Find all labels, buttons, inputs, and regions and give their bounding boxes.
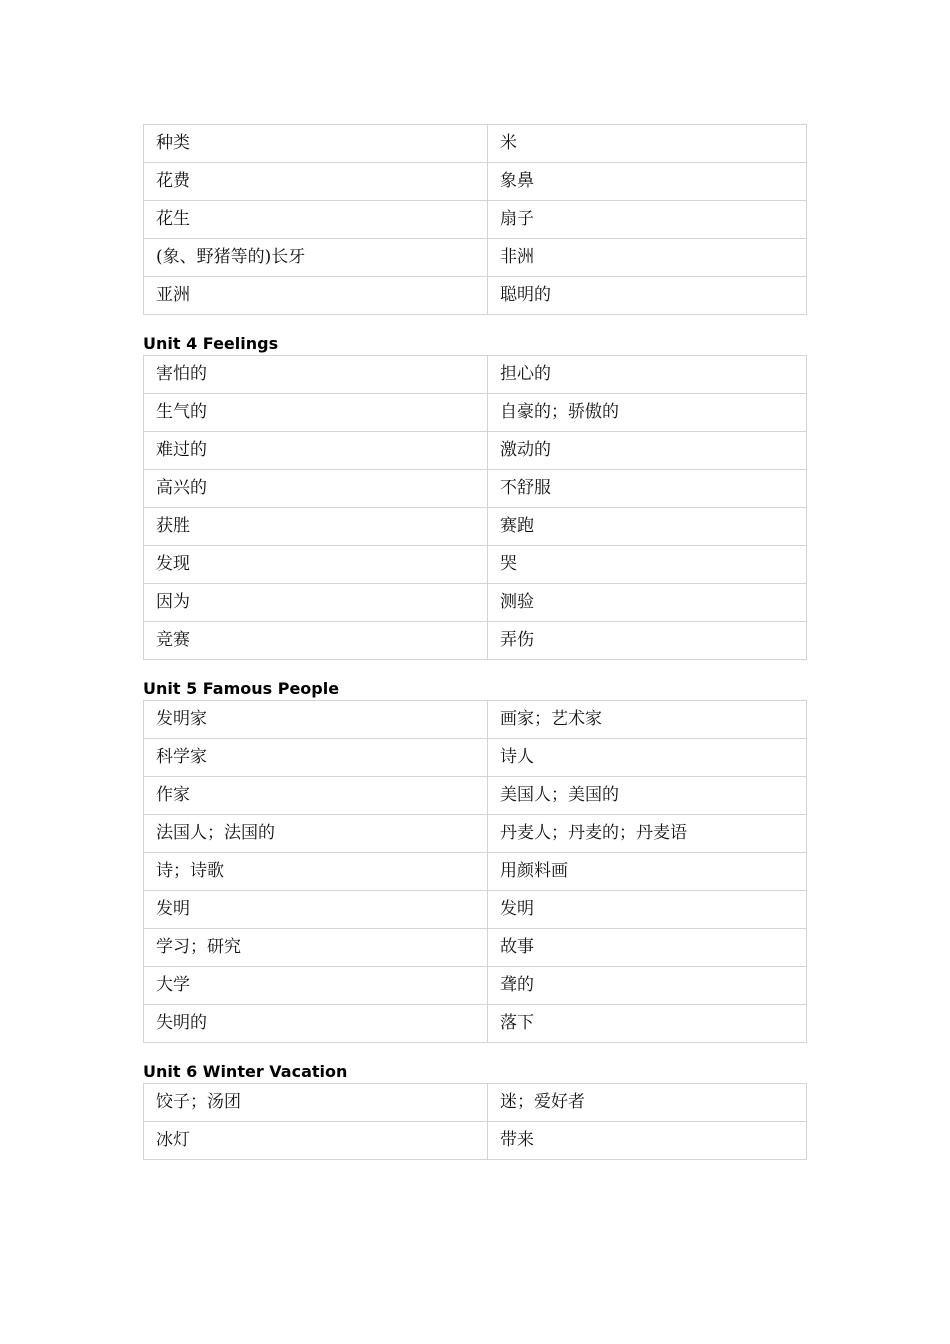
- table-row: [144, 201, 807, 239]
- table-row: [144, 1005, 807, 1043]
- vocab-cell-left: 生气的: [144, 394, 488, 432]
- table-row: [144, 508, 807, 546]
- unit-heading: Unit 5 Famous People: [143, 679, 340, 698]
- table-row: [144, 470, 807, 508]
- vocab-cell-right: 扇子: [488, 201, 807, 239]
- table-row: [144, 125, 807, 163]
- vocab-cell-left: 获胜: [144, 508, 488, 546]
- vocab-cell-right: 丹麦人；丹麦的；丹麦语: [488, 815, 807, 853]
- vocab-cell-right: 落下: [488, 1005, 807, 1043]
- vocab-cell-right: 弄伤: [488, 622, 807, 660]
- vocab-cell-right: 诗人: [488, 739, 807, 777]
- table-row: [144, 967, 807, 1005]
- vocab-cell-left: (象、野猪等的)长牙: [144, 239, 488, 277]
- vocabulary-table: [143, 1083, 807, 1160]
- vocab-cell-right: 聪明的: [488, 277, 807, 315]
- table-row: [144, 929, 807, 967]
- vocab-cell-left: 作家: [144, 777, 488, 815]
- table-row: [144, 853, 807, 891]
- vocab-cell-right: 画家；艺术家: [488, 701, 807, 739]
- table-row: [144, 356, 807, 394]
- vocab-cell-left: 种类: [144, 125, 488, 163]
- vocab-cell-left: 亚洲: [144, 277, 488, 315]
- section-spacer: [143, 315, 807, 333]
- vocabulary-table: [143, 700, 807, 1043]
- vocab-cell-left: 难过的: [144, 432, 488, 470]
- vocab-cell-right: 故事: [488, 929, 807, 967]
- unit-heading: Unit 6 Winter Vacation: [143, 1062, 348, 1081]
- table-row: [144, 163, 807, 201]
- section-spacer: [143, 1043, 807, 1061]
- vocab-cell-right: 用颜料画: [488, 853, 807, 891]
- vocab-cell-right: 象鼻: [488, 163, 807, 201]
- vocab-cell-left: 冰灯: [144, 1122, 488, 1160]
- vocab-cell-left: 花生: [144, 201, 488, 239]
- vocab-cell-left: 学习；研究: [144, 929, 488, 967]
- vocab-cell-left: 失明的: [144, 1005, 488, 1043]
- vocab-cell-left: 竞赛: [144, 622, 488, 660]
- vocab-cell-left: 诗；诗歌: [144, 853, 488, 891]
- vocabulary-table: [143, 124, 807, 315]
- table-row: [144, 277, 807, 315]
- vocab-cell-left: 发现: [144, 546, 488, 584]
- vocab-cell-left: 发明家: [144, 701, 488, 739]
- vocab-cell-left: 科学家: [144, 739, 488, 777]
- vocab-cell-right: 自豪的；骄傲的: [488, 394, 807, 432]
- vocab-cell-left: 花费: [144, 163, 488, 201]
- vocab-cell-right: 米: [488, 125, 807, 163]
- table-row: [144, 394, 807, 432]
- vocab-cell-left: 发明: [144, 891, 488, 929]
- document-page: [143, 124, 807, 1160]
- table-row: [144, 739, 807, 777]
- vocabulary-table: [143, 355, 807, 660]
- vocab-cell-right: 不舒服: [488, 470, 807, 508]
- table-row: [144, 891, 807, 929]
- table-row: [144, 432, 807, 470]
- vocab-cell-right: 赛跑: [488, 508, 807, 546]
- table-row: [144, 584, 807, 622]
- vocab-cell-right: 聋的: [488, 967, 807, 1005]
- table-row: [144, 815, 807, 853]
- table-row: [144, 777, 807, 815]
- vocab-cell-right: 发明: [488, 891, 807, 929]
- vocab-cell-left: 饺子；汤团: [144, 1084, 488, 1122]
- table-row: [144, 701, 807, 739]
- table-row: [144, 1084, 807, 1122]
- vocab-cell-left: 法国人；法国的: [144, 815, 488, 853]
- vocab-cell-right: 带来: [488, 1122, 807, 1160]
- vocab-cell-right: 激动的: [488, 432, 807, 470]
- vocab-cell-right: 非洲: [488, 239, 807, 277]
- vocab-cell-right: 迷；爱好者: [488, 1084, 807, 1122]
- vocab-cell-left: 大学: [144, 967, 488, 1005]
- table-row: [144, 546, 807, 584]
- vocab-cell-right: 测验: [488, 584, 807, 622]
- vocab-cell-left: 害怕的: [144, 356, 488, 394]
- table-row: [144, 239, 807, 277]
- section-spacer: [143, 660, 807, 678]
- vocab-cell-right: 哭: [488, 546, 807, 584]
- vocab-cell-left: 因为: [144, 584, 488, 622]
- vocab-cell-right: 美国人；美国的: [488, 777, 807, 815]
- table-row: [144, 622, 807, 660]
- vocab-cell-right: 担心的: [488, 356, 807, 394]
- table-row: [144, 1122, 807, 1160]
- unit-heading: Unit 4 Feelings: [143, 334, 279, 353]
- vocab-cell-left: 高兴的: [144, 470, 488, 508]
